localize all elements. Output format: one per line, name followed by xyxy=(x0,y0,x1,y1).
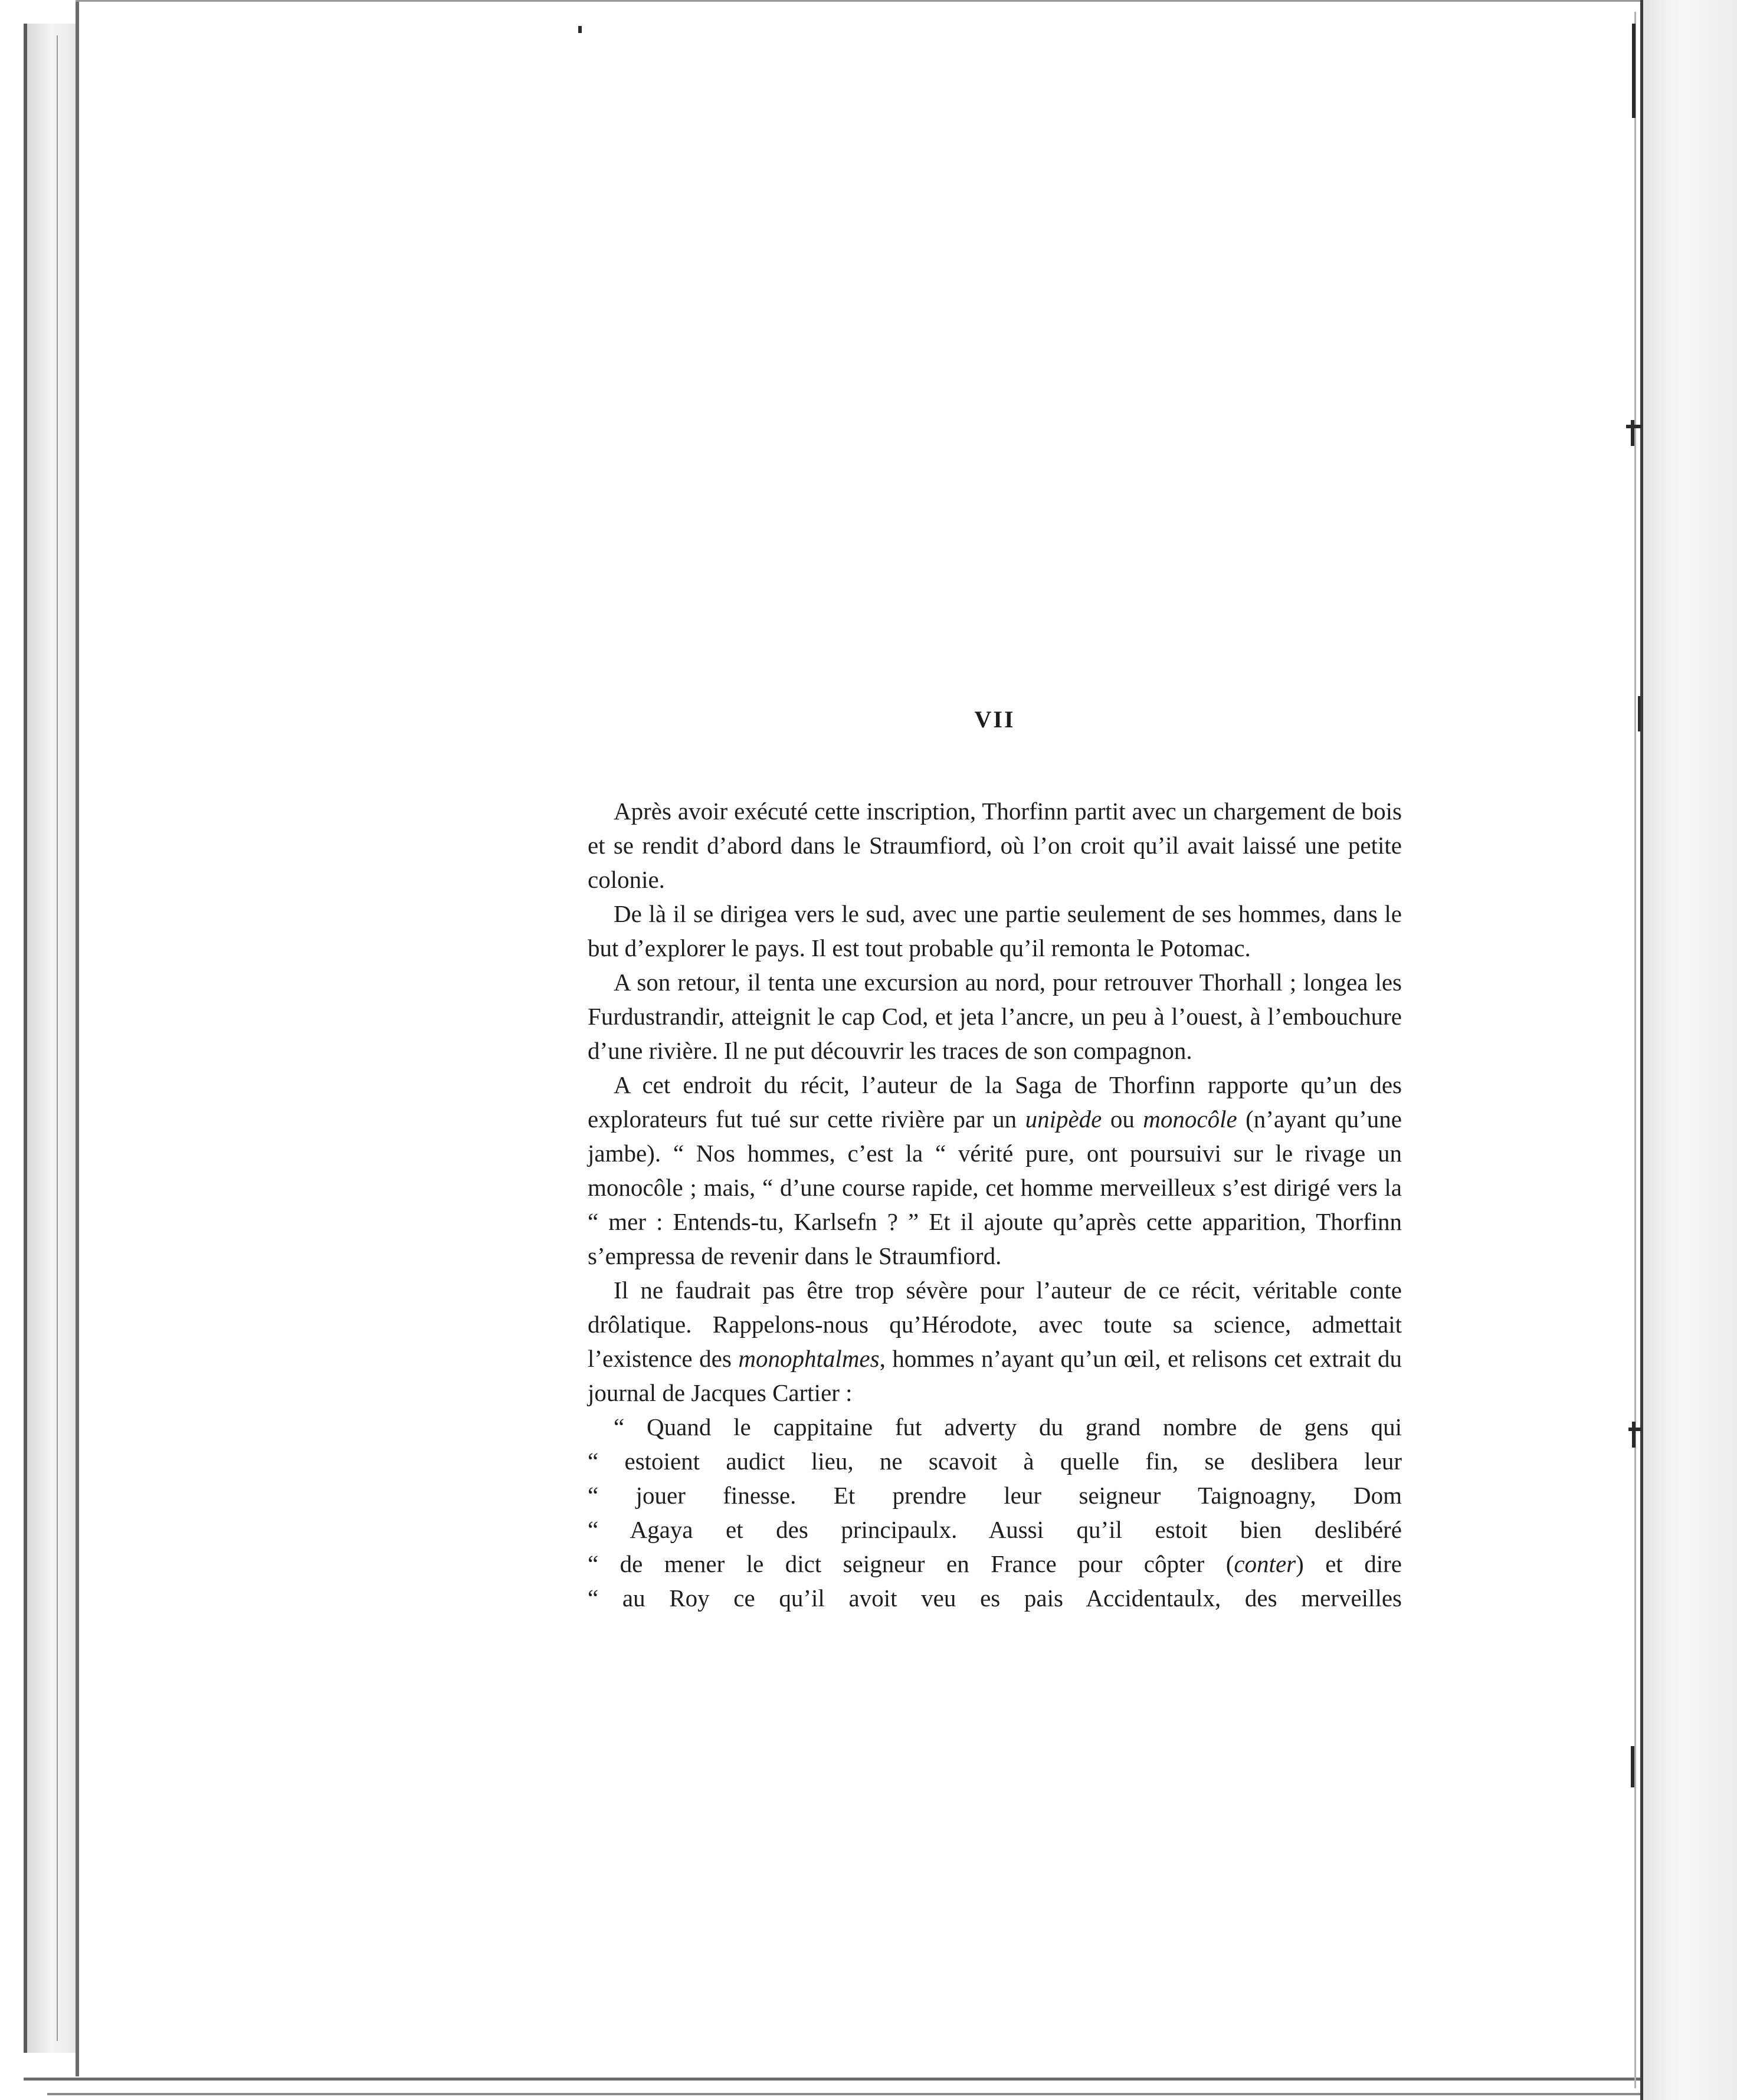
paragraph-3 xyxy=(588,965,1402,1068)
page-body xyxy=(588,702,1402,1615)
italic-term: conter xyxy=(1234,1550,1296,1577)
paragraph-text: (n’ayant qu’une jambe). “ Nos hommes, c’est la “ vérité pure, ont poursuivi sur le rivage un monocôle ; mais, “ d’une course rapide, cet homme merveilleux s’est dirigé vers la “ mer : Entends-tu, Karlsefn ? ” Et il ajoute qu’après cette apparition, Thorfinn s’empressa de revenir dans le Straumfiord. xyxy=(588,1105,1402,1269)
page-edge-left xyxy=(76,0,79,2076)
quote-line: “ jouer finesse. Et prendre leur seigneur Taignoagny, Dom xyxy=(588,1482,1402,1509)
scan-mark xyxy=(1631,1746,1634,1787)
scan-mark xyxy=(1632,1422,1636,1448)
paragraph-text: , hommes n’ayant qu’un œil, et relisons cet extrait du journal de Jacques Cartier : xyxy=(588,1345,1402,1406)
book-edge-left-thin xyxy=(57,35,58,2041)
book-edge-left-outer xyxy=(24,24,27,2053)
paragraph-text: De là il se dirigea vers le sud, avec une partie seulement de ses hommes, dans le but d’explorer le pays. Il est tout probable qu’il remonta le Potomac. xyxy=(588,900,1402,962)
paragraph-text: A cet endroit du récit, l’auteur de la Saga de Thorfinn rapporte qu’un des explorateurs fut tué sur cette rivière par un xyxy=(588,1071,1402,1133)
paragraph-4 xyxy=(588,1068,1402,1273)
italic-term: monophtalmes xyxy=(738,1345,880,1372)
quote-text: “ de mener le dict seigneur en France pour côpter ( xyxy=(588,1550,1234,1577)
page-edge-bottom xyxy=(24,2078,1640,2081)
page-edge-right xyxy=(1640,0,1643,2100)
paragraph-5 xyxy=(588,1273,1402,1410)
quote-line: “ Agaya et des principaulx. Aussi qu’il estoit bien deslibéré xyxy=(588,1516,1402,1543)
quote-line: “ au Roy ce qu’il avoit veu es pais Accidentaulx, des merveilles xyxy=(588,1584,1402,1612)
paragraph-text: Il ne faudrait pas être trop sévère pour l’auteur de ce récit, véritable conte drôlatique. Rappelons-nous qu’Hérodote, avec toute sa science, admettait l’existence des xyxy=(588,1277,1402,1372)
italic-term: unipède xyxy=(1025,1105,1102,1133)
quote-line: “ Quand le cappitaine fut adverty du grand nombre de gens qui xyxy=(614,1413,1402,1441)
facing-page-strip xyxy=(1643,0,1737,2100)
page-edge-top xyxy=(76,0,1645,2)
book-spine-band xyxy=(27,24,76,2053)
paragraph-2 xyxy=(588,897,1402,965)
page-edge-right-thin xyxy=(1634,12,1636,2088)
chapter-heading: VII xyxy=(974,706,1015,733)
quote-line: “ estoient audict lieu, ne scavoit à quelle fin, se deslibera leur xyxy=(588,1448,1402,1475)
quote-line xyxy=(588,1547,1402,1581)
scan-mark xyxy=(1632,24,1636,118)
paragraph-1 xyxy=(588,794,1402,897)
scan-mark xyxy=(1638,696,1640,731)
scan-mark xyxy=(1631,420,1634,446)
italic-term: monocôle xyxy=(1143,1105,1237,1133)
paragraph-text: ou xyxy=(1102,1105,1143,1133)
quote-text: ) et dire xyxy=(1296,1550,1402,1577)
paragraph-text: Après avoir exécuté cette inscription, Thorfinn partit avec un chargement de bois et se rendit d’abord dans le Straumfiord, où l’on croit qu’il avait laissé une petite colonie. xyxy=(588,798,1402,893)
cartier-quote xyxy=(588,1410,1402,1615)
scan-speck xyxy=(578,26,582,33)
paragraph-text: A son retour, il tenta une excursion au nord, pour retrouver Thorhall ; longea les Furdustrandir, atteignit le cap Cod, et jeta l’ancre, un peu à l’ouest, à l’embouchure d’une rivière. Il ne put découvrir les traces de son compagnon. xyxy=(588,969,1402,1064)
book-edge-bottom xyxy=(47,2093,1640,2095)
